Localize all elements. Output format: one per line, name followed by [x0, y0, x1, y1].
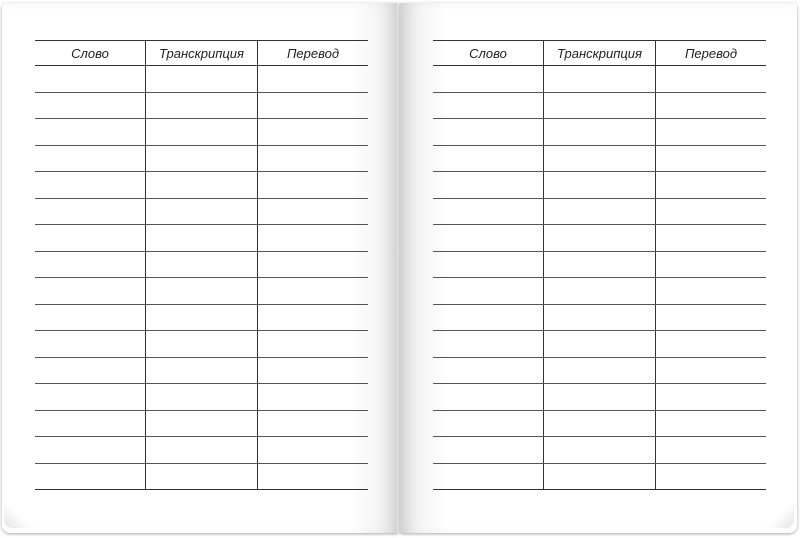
- right-cell-translation: [656, 437, 767, 464]
- left-cell-transcription: [146, 357, 258, 384]
- left-cell-transcription: [146, 119, 258, 146]
- right-header-transcription: Транскрипция: [544, 41, 656, 66]
- right-vocabulary-table: [433, 40, 766, 490]
- right-table-row: [433, 331, 766, 358]
- left-table-row: [35, 278, 368, 305]
- right-cell-transcription: [544, 172, 656, 199]
- left-table-row: [35, 172, 368, 199]
- left-page: [2, 3, 398, 533]
- right-cell-word: [433, 357, 544, 384]
- right-table-row: [433, 278, 766, 305]
- left-cell-word: [35, 225, 146, 252]
- right-cell-word: [433, 437, 544, 464]
- right-cell-transcription: [544, 331, 656, 358]
- left-table-row: [35, 384, 368, 411]
- right-cell-word: [433, 225, 544, 252]
- left-cell-transcription: [146, 66, 258, 93]
- right-cell-transcription: [544, 145, 656, 172]
- right-cell-transcription: [544, 66, 656, 93]
- left-table-row: [35, 92, 368, 119]
- right-cell-transcription: [544, 119, 656, 146]
- left-cell-translation: [258, 331, 369, 358]
- left-cell-translation: [258, 463, 369, 490]
- left-table-row: [35, 251, 368, 278]
- right-cell-transcription: [544, 410, 656, 437]
- left-cell-transcription: [146, 278, 258, 305]
- left-cell-transcription: [146, 145, 258, 172]
- right-cell-word: [433, 384, 544, 411]
- left-cell-word: [35, 278, 146, 305]
- left-cell-translation: [258, 410, 369, 437]
- left-vocabulary-table: [35, 40, 368, 490]
- right-cell-word: [433, 304, 544, 331]
- left-cell-transcription: [146, 172, 258, 199]
- left-cell-word: [35, 357, 146, 384]
- right-cell-transcription: [544, 92, 656, 119]
- right-table-row: [433, 119, 766, 146]
- left-cell-translation: [258, 357, 369, 384]
- right-cell-word: [433, 145, 544, 172]
- left-cell-translation: [258, 145, 369, 172]
- right-table-row: [433, 463, 766, 490]
- right-cell-word: [433, 198, 544, 225]
- right-header-translation: Перевод: [656, 41, 767, 66]
- left-cell-word: [35, 437, 146, 464]
- left-header-translation: Перевод: [258, 41, 369, 66]
- left-table-row: [35, 145, 368, 172]
- left-cell-translation: [258, 225, 369, 252]
- left-header-word: Слово: [35, 41, 146, 66]
- right-cell-translation: [656, 119, 767, 146]
- left-page-corner-curl: [4, 502, 30, 528]
- left-cell-translation: [258, 119, 369, 146]
- left-cell-translation: [258, 172, 369, 199]
- right-cell-translation: [656, 410, 767, 437]
- left-table-row: [35, 331, 368, 358]
- right-cell-word: [433, 119, 544, 146]
- right-table-row: [433, 357, 766, 384]
- right-cell-translation: [656, 225, 767, 252]
- right-table-row: [433, 225, 766, 252]
- right-cell-word: [433, 172, 544, 199]
- left-cell-word: [35, 463, 146, 490]
- left-table-row: [35, 357, 368, 384]
- right-cell-translation: [656, 172, 767, 199]
- left-cell-transcription: [146, 384, 258, 411]
- right-cell-transcription: [544, 225, 656, 252]
- right-cell-transcription: [544, 437, 656, 464]
- left-cell-word: [35, 119, 146, 146]
- left-cell-transcription: [146, 437, 258, 464]
- right-cell-transcription: [544, 198, 656, 225]
- right-cell-transcription: [544, 357, 656, 384]
- left-cell-translation: [258, 92, 369, 119]
- right-cell-transcription: [544, 384, 656, 411]
- right-cell-translation: [656, 384, 767, 411]
- right-header-word: Слово: [433, 41, 544, 66]
- right-cell-translation: [656, 463, 767, 490]
- left-cell-translation: [258, 304, 369, 331]
- right-table-row: [433, 410, 766, 437]
- left-table-row: [35, 225, 368, 252]
- left-cell-translation: [258, 278, 369, 305]
- right-cell-word: [433, 278, 544, 305]
- left-table-row: [35, 304, 368, 331]
- left-cell-word: [35, 251, 146, 278]
- right-cell-translation: [656, 331, 767, 358]
- left-cell-word: [35, 172, 146, 199]
- left-table-row: [35, 119, 368, 146]
- left-cell-word: [35, 331, 146, 358]
- right-cell-word: [433, 410, 544, 437]
- left-table-row: [35, 66, 368, 93]
- right-cell-word: [433, 92, 544, 119]
- left-cell-word: [35, 66, 146, 93]
- left-header-transcription: Транскрипция: [146, 41, 258, 66]
- left-cell-transcription: [146, 331, 258, 358]
- left-cell-word: [35, 92, 146, 119]
- right-table-header-row: [433, 41, 766, 66]
- left-table-row: [35, 463, 368, 490]
- left-cell-transcription: [146, 225, 258, 252]
- right-cell-transcription: [544, 278, 656, 305]
- right-cell-word: [433, 66, 544, 93]
- left-table-row: [35, 198, 368, 225]
- left-table-body: [35, 66, 368, 490]
- right-cell-transcription: [544, 463, 656, 490]
- right-cell-translation: [656, 66, 767, 93]
- left-table-header-row: [35, 41, 368, 66]
- right-cell-transcription: [544, 304, 656, 331]
- left-cell-transcription: [146, 92, 258, 119]
- left-cell-word: [35, 410, 146, 437]
- left-cell-word: [35, 198, 146, 225]
- right-cell-translation: [656, 92, 767, 119]
- right-table-row: [433, 92, 766, 119]
- left-cell-translation: [258, 66, 369, 93]
- right-table-row: [433, 145, 766, 172]
- right-cell-translation: [656, 198, 767, 225]
- left-cell-translation: [258, 198, 369, 225]
- right-table-row: [433, 172, 766, 199]
- right-cell-translation: [656, 278, 767, 305]
- right-table-body: [433, 66, 766, 490]
- left-table-row: [35, 410, 368, 437]
- left-cell-word: [35, 145, 146, 172]
- left-cell-word: [35, 304, 146, 331]
- left-cell-transcription: [146, 304, 258, 331]
- right-table-row: [433, 198, 766, 225]
- left-cell-word: [35, 384, 146, 411]
- right-cell-translation: [656, 145, 767, 172]
- left-table-row: [35, 437, 368, 464]
- right-table-row: [433, 304, 766, 331]
- right-table-row: [433, 251, 766, 278]
- right-page-corner-curl: [768, 502, 794, 528]
- right-cell-translation: [656, 251, 767, 278]
- right-table-row: [433, 384, 766, 411]
- left-cell-transcription: [146, 410, 258, 437]
- right-page: [400, 3, 797, 533]
- left-cell-translation: [258, 437, 369, 464]
- left-cell-translation: [258, 251, 369, 278]
- right-cell-transcription: [544, 251, 656, 278]
- right-cell-word: [433, 251, 544, 278]
- right-table-row: [433, 437, 766, 464]
- left-cell-translation: [258, 384, 369, 411]
- right-cell-word: [433, 463, 544, 490]
- left-cell-transcription: [146, 251, 258, 278]
- right-cell-translation: [656, 304, 767, 331]
- left-cell-transcription: [146, 463, 258, 490]
- left-cell-transcription: [146, 198, 258, 225]
- right-cell-word: [433, 331, 544, 358]
- right-cell-translation: [656, 357, 767, 384]
- right-table-row: [433, 66, 766, 93]
